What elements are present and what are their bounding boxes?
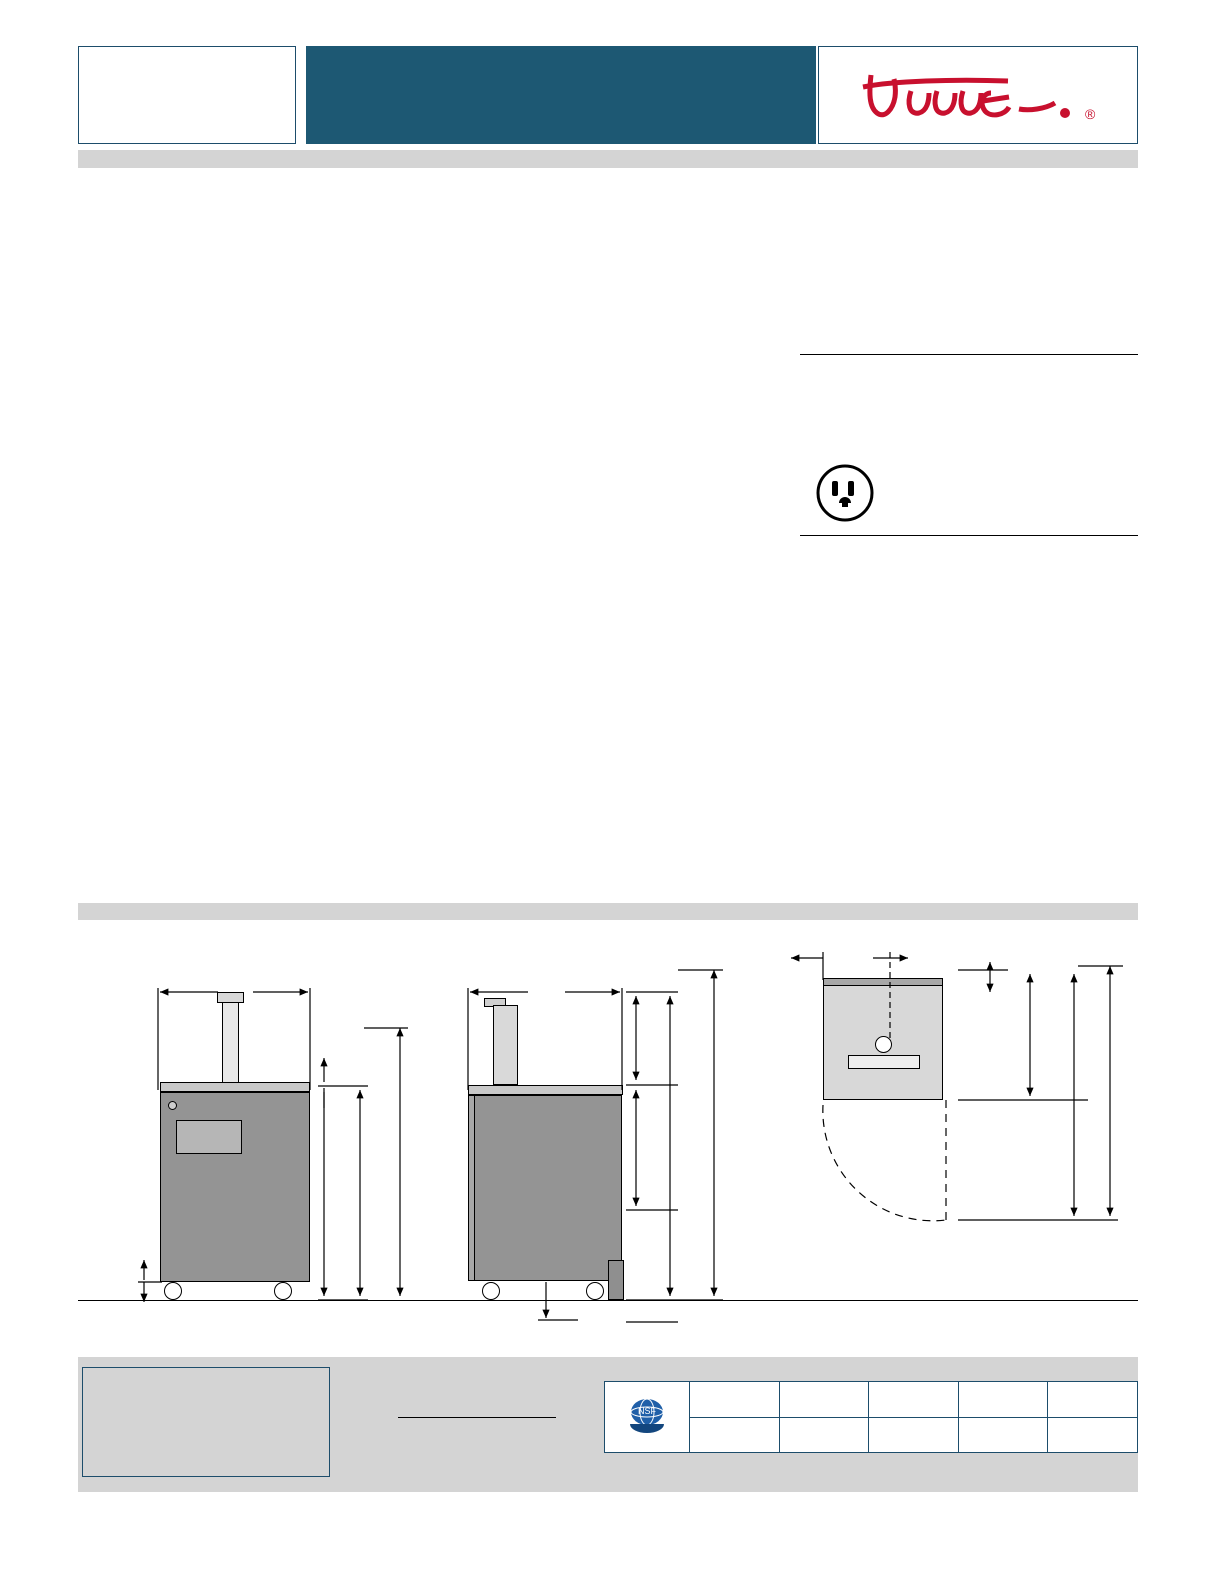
table-row	[605, 1382, 1138, 1418]
cert-cell	[779, 1417, 869, 1453]
svg-text:®: ®	[1085, 106, 1096, 122]
cert-cell	[958, 1417, 1048, 1453]
cert-cell	[869, 1382, 959, 1418]
cert-cell	[1048, 1417, 1138, 1453]
header-title-band	[306, 46, 816, 144]
page-header	[78, 46, 1138, 144]
header-brand-box	[818, 46, 1138, 144]
cert-cell	[1048, 1382, 1138, 1418]
nsf-globe-icon	[624, 1396, 670, 1436]
spec-divider-bottom	[800, 535, 1138, 536]
cert-cell	[690, 1382, 780, 1418]
cert-cell	[779, 1382, 869, 1418]
nema-5-15p-plug-icon	[815, 463, 875, 523]
cert-cell	[869, 1417, 959, 1453]
nsf-certification-globe-icon	[605, 1382, 690, 1453]
certification-table	[604, 1381, 1138, 1453]
cert-cell	[690, 1417, 780, 1453]
dimension-lines-overlay	[78, 930, 1138, 1330]
cert-cell	[958, 1382, 1048, 1418]
spec-divider-top	[800, 354, 1138, 355]
header-model-box	[78, 46, 296, 144]
signature-line	[398, 1417, 556, 1418]
footer-note-box	[82, 1367, 330, 1477]
header-rule-bar	[78, 150, 1138, 168]
dimension-drawings	[78, 930, 1138, 1330]
svg-text:NSF: NSF	[638, 1406, 656, 1416]
drawing-section-rule-bar	[78, 903, 1138, 920]
true-brand-logo	[833, 59, 1123, 131]
